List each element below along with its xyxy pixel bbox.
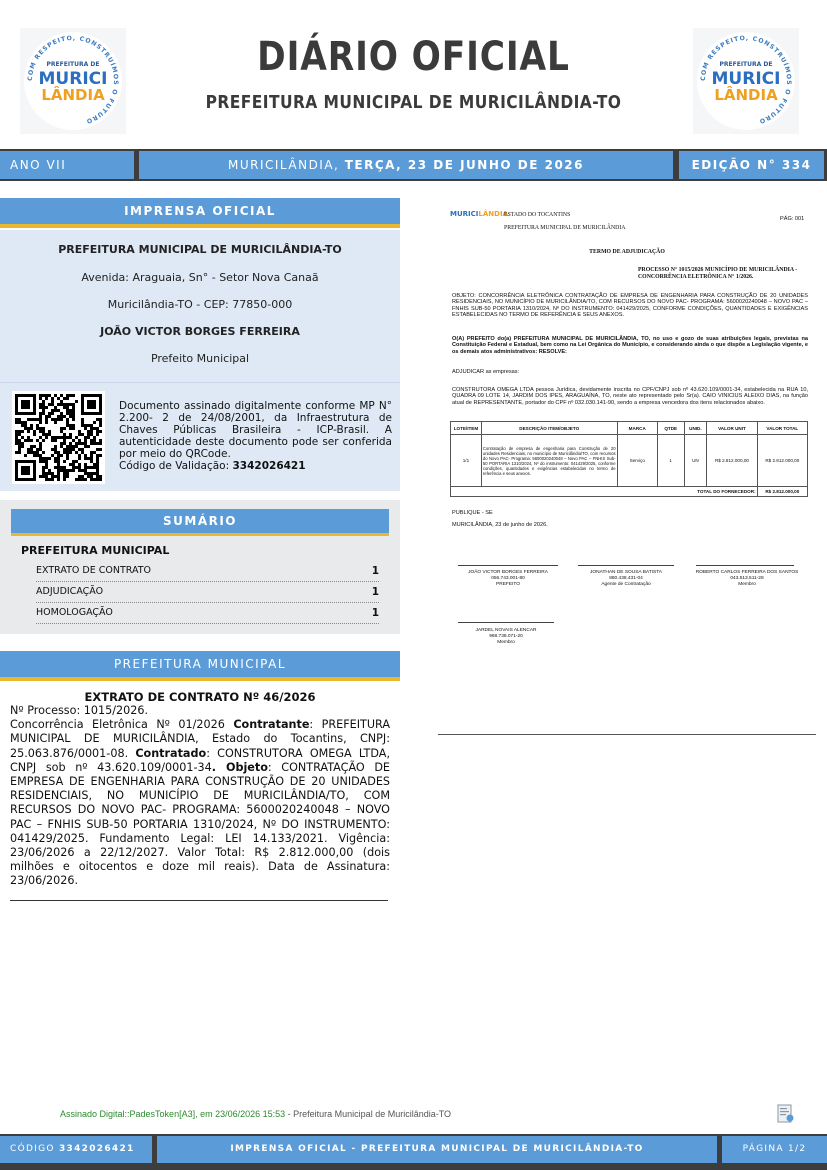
gold-divider <box>0 224 400 228</box>
year-cell <box>0 151 134 179</box>
extrato-title: EXTRATO DE CONTRATO Nº 46/2026 <box>84 690 316 704</box>
summary-item-count: 1 <box>371 586 379 598</box>
table-total-value: R$ 2.812.000,00 <box>757 487 807 497</box>
svg-text:LÂNDIA: LÂNDIA <box>41 86 105 104</box>
doc-prefeito-text: O(A) PREFEITO do(a) PREFEITURA MUNICIPAL DE MURICILÂNDIA, TO, no uso e gozo de suas atribuições legais, previstas na Constituição Federal e Estadual, bem como na Lei Orgânica do Município, e considerando ainda o que dispõe a Legislação vigente, e os demais atos administrativos: RESOLVE: <box>452 336 808 355</box>
sig-name: ROBERTO CARLOS FERREIRA DOS SANTOS <box>695 570 799 575</box>
signatory-3 <box>686 570 808 587</box>
prefeitura-gold <box>0 677 400 681</box>
year-label: ANO VII <box>10 158 67 172</box>
adjudicacao-document <box>438 200 816 734</box>
extrato-part: Concorrência Eletrônica Nº 01/2026 <box>10 718 234 732</box>
sig-cpf: 056.743.001-80 <box>491 575 525 581</box>
qr-code[interactable] <box>12 391 105 484</box>
date-cell <box>139 151 673 179</box>
sig-role: Membro <box>738 581 756 587</box>
footer-code-cell <box>0 1136 152 1163</box>
table-cell: R$ 2.812.000,00 <box>757 435 807 487</box>
signatory-2 <box>571 570 681 587</box>
summary-item-count: 1 <box>371 565 379 577</box>
org-name: PREFEITURA MUNICIPAL DE MURICILÂNDIA-TO <box>58 243 342 256</box>
summary-item-adjudicacao[interactable] <box>36 582 379 603</box>
sig-role: PREFEITO <box>496 581 520 587</box>
table-cell: Contratação de empresa de engenharia para Construção de 20 unidades Residenciais, no município de Muricilândia/TO, com recursos do Novo PAC- Programa: 5600020240048 – Novo PAC – FNHIS Sub-50 PORTARIA 1310/2024, Nº do instrumento: 041429/2025, conforme condições, quantidades e exigências estabelecidas no termo de referência e seus anexos. <box>481 435 617 487</box>
doc-place-date: MURICILÂNDIA, 23 de junho de 2026. <box>452 522 548 528</box>
edition-bar <box>0 149 827 181</box>
footer-bar <box>0 1134 827 1170</box>
doc-state: ESTADO DO TOCANTINS <box>504 212 571 218</box>
summary-gold <box>11 533 389 536</box>
footer-page-cell <box>722 1136 827 1163</box>
org-city-cep: Muricilândia-TO - CEP: 77850-000 <box>107 298 293 311</box>
table-header: QTDE <box>657 422 684 435</box>
sig-line <box>696 565 794 566</box>
signature-org: - Prefeitura Municipal de Muricilândia-TO <box>285 1109 452 1119</box>
edition-number: EDIÇÃO N° 334 <box>691 158 812 172</box>
svg-text:COM RESPEITO, CONSTRUÍMOS O FU: COM RESPEITO, CONSTRUÍMOS O FUTURO <box>699 34 793 125</box>
doc-logo-text2: LÂNDIA <box>478 210 508 218</box>
page-title: DIÁRIO OFICIAL <box>257 34 570 80</box>
mayor-name: JOÃO VICTOR BORGES FERREIRA <box>100 325 300 338</box>
sig-cpf: 880.438.431-04 <box>609 575 643 581</box>
footer-center-text: IMPRENSA OFICIAL - PREFEITURA MUNICIPAL DE MURICILÂNDIA-TO <box>230 1144 644 1154</box>
sig-name: JONATHAN DE SOUSA BATISTA <box>590 570 662 575</box>
summary-item-count: 1 <box>371 607 379 619</box>
table-header: LOTE/ITEM <box>451 422 482 435</box>
table-cell: 1 <box>657 435 684 487</box>
footer-code: 3342026421 <box>58 1144 135 1154</box>
doc-termo: TERMO DE ADJUDICAÇÃO <box>589 249 665 255</box>
extrato-part: : PREFEITURA MUNICIPAL DE MURICILÂNDIA, Estado do Tocantins, CNPJ: 25.063.876/0001-08. <box>10 718 391 760</box>
svg-text:MURICI: MURICI <box>38 69 108 89</box>
summary-section: PREFEITURA MUNICIPAL <box>21 544 170 557</box>
logo-left <box>20 28 126 134</box>
signature-text <box>119 400 392 472</box>
svg-text:COM RESPEITO, CONSTRUÍMOS O FU: COM RESPEITO, CONSTRUÍMOS O FUTURO <box>26 34 120 125</box>
digital-signature-note <box>60 1109 451 1119</box>
summary-item-homologacao[interactable] <box>36 603 379 624</box>
extrato-key: Contratante <box>233 718 310 732</box>
table-header: VALOR UNIT <box>707 422 757 435</box>
extrato-end-rule <box>10 900 388 901</box>
table-cell: UN <box>684 435 707 487</box>
extrato-part: : CONSTRUTORA OMEGA LTDA, CNPJ sob nº 43.620.109/0001-34 <box>10 746 390 774</box>
extrato-part: : CONTRATAÇÃO DE EMPRESA DE ENGENHARIA PARA CONSTRUÇÃO DE 20 UNIDADES RESIDENCIAIS, NO MUNICÍPIO DE MURICILÂNDIA/TO, COM RECURSOS DO NOVO PAC- PROGRAMA: 5600020240048 – NOVO PAC – FNHIS SUB-50 PORTARIA 1310/2024, Nº DO INSTRUMENTO: 041429/2025. Fundamento Legal: LEI 14.133/2021. Vigência: 23/06/2026 a 22/12/2027. Valor Total: R$ 2.812.000,00 (dois milhões e oitocentos e doze mil reais). Data de Assinatura: 23/06/2026. <box>10 760 390 888</box>
doc-processo: PROCESSO N° 1015/2026 MUNICÍPIO DE MURICILÂNDIA - CONCORRÊNCIA ELETRÔNICA N° 1/2026. <box>638 267 798 280</box>
footer-center-cell <box>157 1136 717 1163</box>
doc-objeto: OBJETO: CONCORRÊNCIA ELETRÔNICA CONTRATAÇÃO DE EMPRESA DE ENGENHARIA PARA CONSTRUÇÃO DE 20 UNIDADES RESIDENCIAIS, NO MUNICÍPIO DE MURICILÂNDIA/TO, COM RECURSOS DO NOVO PAC- PROGRAMA: 5600020240048 – NOVO PAC – FNHIS SUB-50 PORTARIA 1310/2024, Nº DO INSTRUMENTO: 041429/2025, CONFORME CONDIÇÕES, QUANTIDADES E EXIGÊNCIAS ESTABELECIDAS NO TERMO DE REFERÊNCIA E SEUS ANEXOS. <box>452 293 808 319</box>
table-total-row <box>451 487 808 497</box>
sig-line <box>458 565 558 566</box>
sig-line <box>578 565 674 566</box>
sig-name: JOÃO VICTOR BORGES FERREIRA <box>468 570 548 575</box>
doc-items-table <box>450 421 808 497</box>
sig-role: Membro <box>497 639 515 645</box>
signatory-4 <box>451 628 561 645</box>
signatory-1 <box>453 570 563 587</box>
svg-text:MURICI: MURICI <box>711 69 781 89</box>
doc-empresa: CONSTRUTORA OMEGA LTDA pessoa Jurídica, devidamente inscrita no CPF/CNPJ sob nº 43.620.109/0001-34, estabelecida na RUA 10, QUADRA 09 LOTE 14, JARDIM DOS IPES, ARAGUAÍNA, TO, neste ato representado pelo Sr(a). CAIO VINICIUS ALEIXO DIAS, na função atual de REPRESENTANTE, portador do CPF nº 032.030.141-90, sendo a empresa vencedora dos itens relacionados abaixo. <box>452 387 808 406</box>
doc-bottom-rule <box>438 734 816 735</box>
extrato-key: Contratado <box>135 746 207 760</box>
doc-page: PÁG: 001 <box>780 216 805 222</box>
logo-right <box>693 28 799 134</box>
extrato-key: . Objeto <box>211 760 268 774</box>
summary-item-label: ADJUDICAÇÃO <box>36 586 104 597</box>
svg-text:PREFEITURA DE: PREFEITURA DE <box>719 61 773 68</box>
table-cell: Serviço <box>617 435 657 487</box>
org-address: Avenida: Araguaia, Sn° - Setor Nova Canaã <box>81 271 319 284</box>
table-row <box>451 435 808 487</box>
doc-prefeitura: PREFEITURA MUNICIPAL DE MURICILÂNDIA <box>504 225 626 231</box>
doc-logo-text: MURICI <box>450 210 479 218</box>
imprensa-header: IMPRENSA OFICIAL <box>0 198 400 224</box>
extrato-processo: Nº Processo: 1015/2026. <box>10 704 149 717</box>
table-header: UNID. <box>684 422 707 435</box>
table-cell: R$ 2.812.000,00 <box>707 435 757 487</box>
validation-label: Código de Validação: <box>119 460 230 472</box>
summary-item-extrato[interactable] <box>36 561 379 582</box>
signature-stamp: Assinado Digital::PadesToken[A3], em 23/06/2026 15:53 <box>60 1109 286 1119</box>
doc-adjudicar: ADJUDICAR as empresas: <box>452 369 520 375</box>
footer-code-label: CÓDIGO <box>10 1144 55 1154</box>
signature-statement: Documento assinado digitalmente conforme MP N° 2.200- 2 de 24/08/2001, da Infraestrutura de Chaves Públicas Brasileira - ICP-Brasil. A autenticidade deste documento pode ser conferida por meio do QRCode. <box>119 400 392 460</box>
date-text: TERÇA, 23 DE JUNHO DE 2026 <box>344 158 584 172</box>
date-city: MURICILÂNDIA, <box>227 158 340 172</box>
document-certificate-icon[interactable] <box>777 1104 795 1124</box>
sig-name: JARDEL NOVAIS ALENCAR <box>475 628 537 633</box>
page-subtitle: PREFEITURA MUNICIPAL DE MURICILÂNDIA-TO <box>205 92 622 113</box>
footer-page: PÁGINA 1/2 <box>742 1144 807 1154</box>
table-cell: 1/1 <box>451 435 482 487</box>
table-header-row <box>451 422 808 435</box>
table-header: DESCRIÇÃO ITEM/OBJETO <box>481 422 617 435</box>
svg-text:LÂNDIA: LÂNDIA <box>714 86 778 104</box>
summary-item-label: HOMOLOGAÇÃO <box>36 607 113 618</box>
doc-logo <box>450 209 508 219</box>
doc-publique: PUBLIQUE - SE <box>452 510 493 516</box>
table-header: MARCA <box>617 422 657 435</box>
sig-cpf: 968.738.071-20 <box>489 633 523 639</box>
sig-line <box>458 622 554 623</box>
summary-header: SUMÁRIO <box>11 509 389 533</box>
table-total-label: TOTAL DO FORNECEDOR: <box>451 487 758 497</box>
svg-text:PREFEITURA DE: PREFEITURA DE <box>46 61 100 68</box>
extrato-body <box>10 704 390 889</box>
sig-cpf: 043.513.511-28 <box>730 575 764 581</box>
sig-role: Agente de Contratação <box>601 581 651 587</box>
summary-item-label: EXTRATO DE CONTRATO <box>36 565 152 576</box>
prefeitura-header: PREFEITURA MUNICIPAL <box>0 651 400 677</box>
table-header: VALOR TOTAL <box>757 422 807 435</box>
validation-code: 3342026421 <box>232 460 306 472</box>
edition-cell <box>679 151 824 179</box>
mayor-role: Prefeito Municipal <box>150 352 250 365</box>
